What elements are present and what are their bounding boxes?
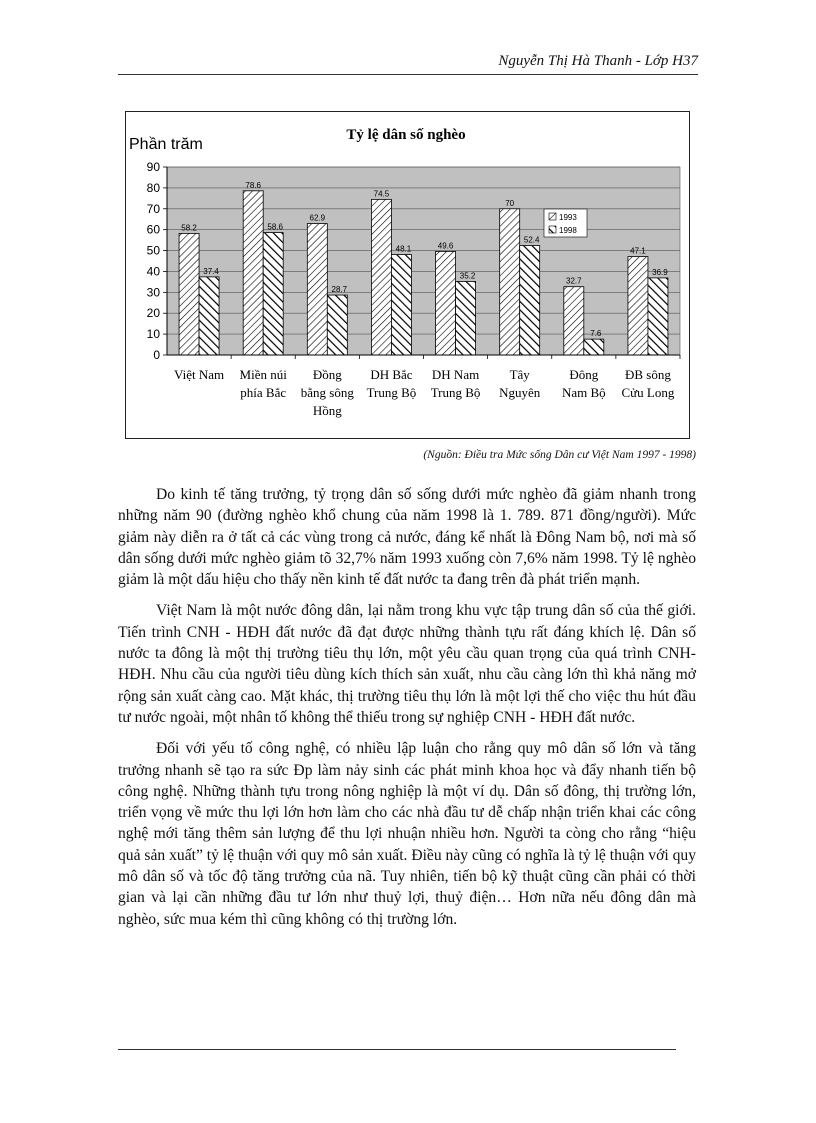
x-tick-label: bằng sông bbox=[300, 385, 354, 400]
data-label: 70 bbox=[505, 198, 515, 208]
bar-1993 bbox=[307, 224, 327, 355]
y-axis-title: Phần trăm bbox=[129, 136, 203, 153]
x-tick-label: Tây bbox=[509, 367, 530, 382]
legend-swatch-1993 bbox=[549, 213, 556, 220]
bar-1993 bbox=[243, 191, 263, 355]
data-label: 32.7 bbox=[566, 276, 582, 286]
x-tick-label: Trung Bộ bbox=[430, 385, 481, 400]
body-text bbox=[118, 484, 696, 940]
y-tick-label: 50 bbox=[146, 243, 160, 258]
paragraph-2: Việt Nam là một nước đông dân, lại nằm trong khu vực tập trung dân số của thế giới. Tiến trình CNH - HĐH đất nước đã đạt được những thành tựu rất đáng khích lệ. Dân số nước ta đông là một thị trường tiêu thụ lớn, một yêu cầu quan trọng của quá trình CNH-HĐH. Nhu cầu của người tiêu dùng kích thích sản xuất, nhu cầu càng lớn thì khả năng mở rộng sản xuất càng cao. Mặt khác, thị trường tiêu thụ lớn là một lợi thế cho việc thu hút đầu tư nước ngoài, một nhân tố không thể thiếu trong sự nghiệp CNH - HĐH đất nước. bbox=[118, 602, 696, 726]
bar-1993 bbox=[628, 257, 648, 355]
data-label: 28.7 bbox=[331, 285, 348, 295]
bar-1993 bbox=[564, 287, 584, 355]
y-tick-label: 0 bbox=[153, 348, 160, 362]
y-tick-label: 20 bbox=[146, 306, 160, 321]
data-label: 36.9 bbox=[652, 267, 668, 277]
bar-1998 bbox=[391, 255, 411, 355]
y-tick-label: 70 bbox=[146, 201, 160, 216]
bar-1993 bbox=[500, 209, 520, 355]
data-label: 58.2 bbox=[181, 223, 197, 233]
data-label: 62.9 bbox=[309, 213, 326, 223]
bar-1998 bbox=[520, 246, 540, 355]
x-tick-label: Cửu Long bbox=[621, 385, 675, 400]
data-label: 52.4 bbox=[523, 235, 540, 245]
x-tick-label: Đồng bbox=[312, 367, 342, 382]
paragraph-3: Đối với yếu tố công nghệ, có nhiều lập luận cho rằng quy mô dân số lớn và tăng trưởng nhanh sẽ tạo ra sức Đp làm nảy sinh các phát minh khoa học và đẩy nhanh tiến bộ công nghệ. Những thành tựu trong nông nghiệp là một ví dụ. Dân số đông, thị trường lớn, triển vọng về mức thu lợi lớn hơn làm cho các nhà đầu tư dễ chấp nhận triển khai các công nghệ mới tăng thêm sản lượng để thu lợi nhuận nhiều hơn. Người ta còng cho rằng “hiệu quả sản xuất” tỷ lệ thuận với quy mô sản xuất. Điều này cũng có nghĩa là tỷ lệ thuận với quy mô dân số và tốc độ tăng trưởng của nã. Tuy nhiên, tiến bộ kỹ thuật cũng cần phải có thời gian và lại cần những đầu tư lớn như thuỷ lợi, thuỷ điện… Hơn nữa nếu đông dân mà nghèo, sức mua kém thì cũng không có thị trường lớn. bbox=[118, 740, 696, 928]
data-label: 7.6 bbox=[590, 329, 602, 339]
data-label: 35.2 bbox=[459, 271, 476, 281]
legend-label-1993: 1993 bbox=[559, 213, 577, 222]
y-tick-label: 10 bbox=[146, 327, 160, 342]
x-tick-label: phía Bắc bbox=[240, 385, 287, 400]
x-tick-label: Đông bbox=[569, 367, 599, 382]
header-author: Nguyễn Thị Hà Thanh - Lớp H37 bbox=[498, 53, 698, 69]
chart-title: Tỷ lệ dân số nghèo bbox=[346, 127, 466, 143]
footer-rule bbox=[118, 1049, 676, 1050]
bar-1998 bbox=[263, 233, 283, 355]
legend-swatch-1998 bbox=[549, 226, 556, 233]
legend-label-1998: 1998 bbox=[559, 226, 577, 235]
data-label: 37.4 bbox=[203, 266, 219, 276]
x-tick-label: Trung Bộ bbox=[366, 385, 417, 400]
y-tick-label: 30 bbox=[146, 285, 160, 300]
y-tick-label: 80 bbox=[146, 180, 160, 195]
x-tick-label: ĐB sông bbox=[625, 367, 671, 382]
x-tick-label: Miền núi bbox=[239, 367, 287, 382]
bar-1993 bbox=[436, 251, 456, 355]
page-header bbox=[118, 52, 698, 75]
bar-1998 bbox=[648, 278, 668, 355]
chart-source-note: (Nguồn: Điều tra Mức sống Dân cư Việt Nam 1997 - 1998) bbox=[423, 449, 696, 461]
data-label: 49.6 bbox=[437, 241, 454, 251]
data-label: 78.6 bbox=[245, 180, 261, 190]
data-label: 74.5 bbox=[373, 189, 390, 199]
poverty-chart bbox=[125, 111, 690, 439]
bar-1993 bbox=[179, 233, 199, 355]
y-tick-label: 90 bbox=[146, 160, 160, 174]
bar-1993 bbox=[371, 199, 391, 355]
x-tick-label: Nguyên bbox=[499, 385, 541, 400]
y-tick-label: 60 bbox=[146, 222, 160, 237]
bar-1998 bbox=[327, 295, 347, 355]
bar-1998 bbox=[584, 339, 604, 355]
chart-svg bbox=[126, 112, 691, 440]
x-tick-label: DH Nam bbox=[431, 367, 480, 382]
bar-1998 bbox=[456, 281, 476, 355]
y-tick-label: 40 bbox=[146, 264, 160, 279]
x-tick-label: Hồng bbox=[312, 403, 342, 418]
data-label: 58.6 bbox=[267, 222, 283, 232]
data-label: 47.1 bbox=[630, 246, 646, 256]
x-tick-label: Việt Nam bbox=[174, 367, 225, 382]
data-label: 48.1 bbox=[395, 244, 412, 254]
bar-1998 bbox=[199, 277, 219, 355]
legend bbox=[544, 209, 587, 237]
x-tick-label: DH Bắc bbox=[370, 367, 413, 382]
x-tick-label: Nam Bộ bbox=[561, 385, 606, 400]
paragraph-1: Do kinh tế tăng trưởng, tỷ trọng dân số sống dưới mức nghèo đã giảm nhanh trong những năm 90 (đường nghèo khổ chung của năm 1998 là 1. 789. 871 đồng/người). Mức giảm này diễn ra ở tất cả các vùng trong cả nước, đáng kể nhất là Đông Nam bộ, nơi mà số dân sống dưới mức nghèo giảm tõ 32,7% năm 1993 xuống còn 7,6% năm 1998. Tỷ lệ nghèo giảm là một dấu hiệu cho thấy nền kinh tế đất nước ta đang trên đà phát triển mạnh. bbox=[118, 486, 696, 589]
